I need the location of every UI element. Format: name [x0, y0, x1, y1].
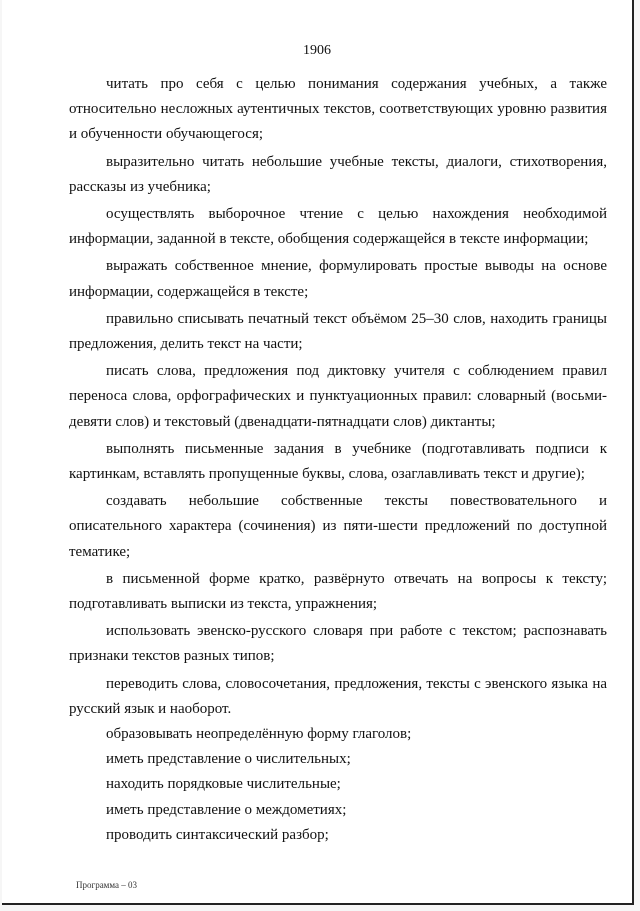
list-item: находить порядковые числительные; [106, 776, 341, 793]
paragraph-dictionary-use: использовать эвенско-русского словаря при работе с текстом; распознавать признаки текстов разных типов; [69, 623, 607, 665]
paragraph-written-tasks: выполнять письменные задания в учебнике (подготавливать подписи к картинкам, вставлять пропущенные буквы, слова, озаглавливать текст и другие); [69, 440, 607, 483]
paragraph-copy-text: правильно списывать печатный текст объёмом 25–30 слов, находить границы предложения, делить текст на части; [69, 310, 607, 353]
footer-program-label: Программа – 03 [76, 880, 138, 890]
paragraph-written-answers: в письменной форме кратко, развёрнуто отвечать на вопросы к тексту; подготавливать выписки из текста, упражнения; [69, 570, 607, 613]
list-item: иметь представление о междометиях; [106, 801, 347, 818]
paragraph-reading-silently: читать про себя с целью понимания содержания учебных, а также относительно несложных аутентичных текстов, соответствующих уровню развития и обученности обучающегося; [69, 76, 607, 143]
paragraph-selective-reading: осуществлять выборочное чтение с целью нахождения необходимой информации, заданной в тексте, обобщения содержащейся в тексте информации; [69, 206, 607, 248]
paragraph-express-opinion: выражать собственное мнение, формулировать простые выводы на основе информации, содержащейся в тексте; [69, 258, 607, 300]
paragraph-dictation: писать слова, предложения под диктовку учителя с соблюдением правил переноса слова, орфографических и пунктуационных правил: словарный (восьми-девяти слов) и текстовый (двенадцати-пятнадцати слов) диктанты; [69, 363, 607, 430]
document-page [2, 0, 634, 905]
document-body [69, 72, 607, 848]
paragraph-expressive-reading: выразительно читать небольшие учебные тексты, диалоги, стихотворения, рассказы из учебника; [69, 153, 607, 195]
page-number: 1906 [303, 43, 331, 58]
paragraph-translate: переводить слова, словосочетания, предложения, тексты с эвенского языка на русский язык и наоборот. [69, 675, 607, 717]
paragraph-create-texts: создавать небольшие собственные тексты повествовательного и описательного характера (сочинения) из пяти-шести предложений по доступной тематике; [69, 493, 607, 560]
list-item: проводить синтаксический разбор; [106, 826, 329, 843]
list-item: иметь представление о числительных; [106, 751, 351, 768]
list-item: образовывать неопределённую форму глаголов; [106, 726, 412, 743]
